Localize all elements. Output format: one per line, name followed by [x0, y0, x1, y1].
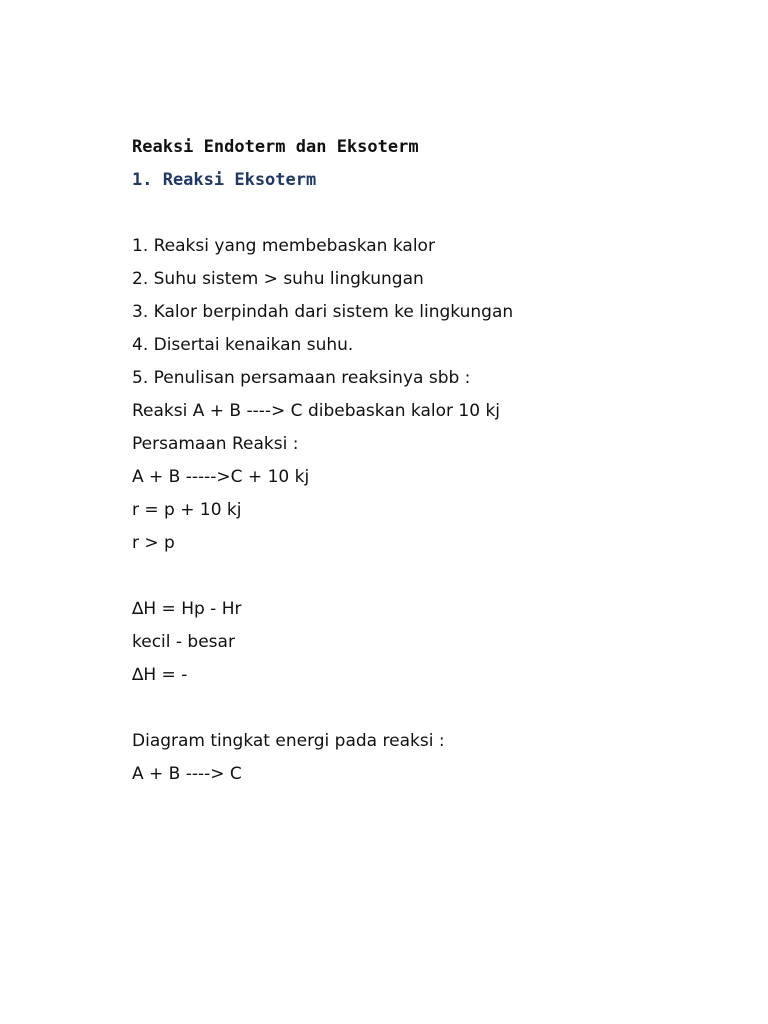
example-equations: [132, 395, 692, 560]
enthalpy-line: kecil - besar: [132, 632, 235, 652]
document-body: [132, 131, 692, 791]
diagram-line: A + B ----> C: [132, 764, 242, 784]
list-item: 5. Penulisan persamaan reaksinya sbb :: [132, 368, 471, 388]
enthalpy-line: ∆H = Hp - Hr: [132, 599, 242, 619]
blank-line: [132, 197, 692, 230]
example-line: r = p + 10 kj: [132, 500, 242, 520]
blank-line: [132, 560, 692, 593]
diagram-line: Diagram tingkat energi pada reaksi :: [132, 731, 445, 751]
enthalpy-line: ∆H = -: [132, 665, 188, 685]
characteristics-list: [132, 230, 692, 395]
list-item: 3. Kalor berpindah dari sistem ke lingkungan: [132, 302, 514, 322]
blank-line: [132, 692, 692, 725]
diagram-block: [132, 725, 692, 791]
list-item: 2. Suhu sistem > suhu lingkungan: [132, 269, 424, 289]
example-line: r > p: [132, 533, 175, 553]
enthalpy-block: [132, 593, 692, 692]
example-line: Reaksi A + B ----> C dibebaskan kalor 10 kj: [132, 401, 501, 421]
list-item: 1. Reaksi yang membebaskan kalor: [132, 236, 435, 256]
section-heading: 1. Reaksi Eksoterm: [132, 170, 317, 190]
document-title: Reaksi Endoterm dan Eksoterm: [132, 137, 419, 157]
example-line: Persamaan Reaksi :: [132, 434, 299, 454]
list-item: 4. Disertai kenaikan suhu.: [132, 335, 354, 355]
example-line: A + B ----->C + 10 kj: [132, 467, 310, 487]
